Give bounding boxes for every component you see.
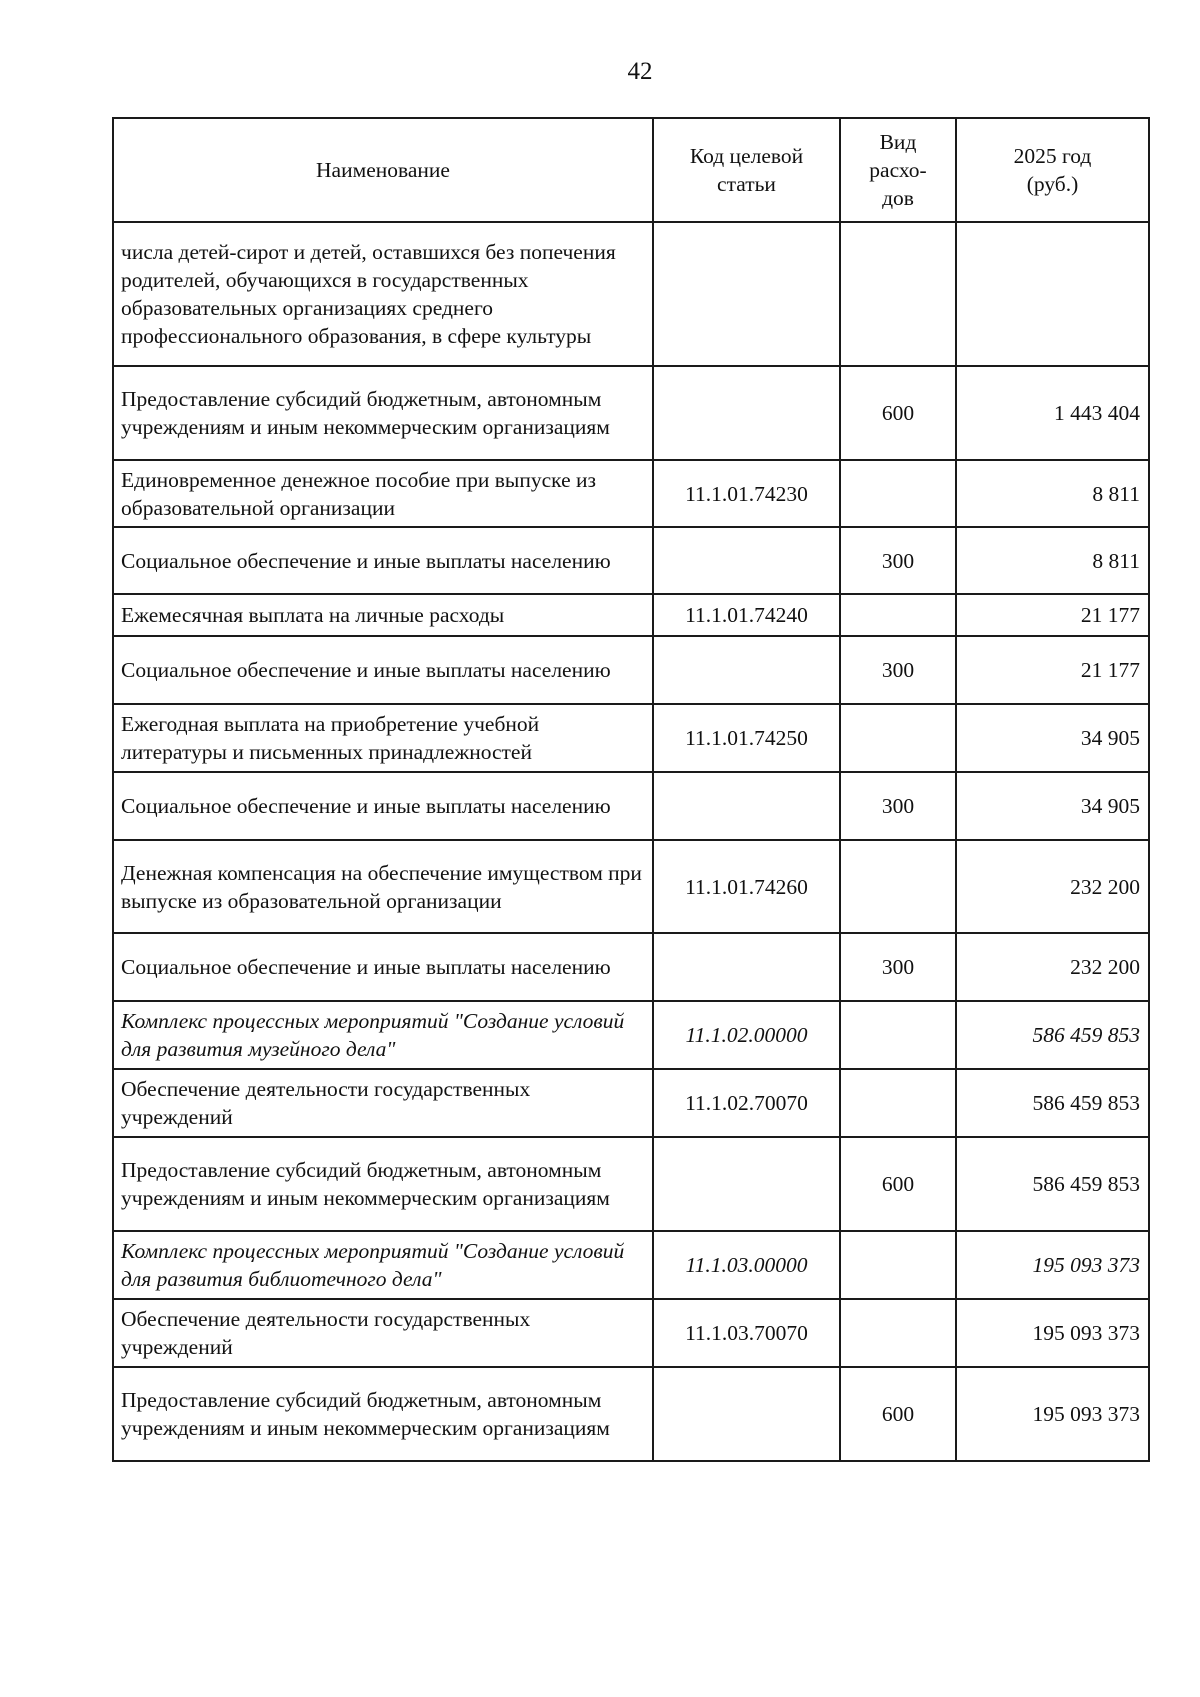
row-code-cell: 11.1.01.74240 — [653, 594, 840, 636]
row-code-cell: 11.1.03.70070 — [653, 1299, 840, 1367]
row-type-cell — [840, 840, 956, 933]
row-type-cell — [840, 1299, 956, 1367]
header-amount-line2: (руб.) — [1026, 172, 1079, 196]
row-code-cell: 11.1.02.00000 — [653, 1001, 840, 1069]
row-type-cell: 300 — [840, 636, 956, 704]
row-type-cell — [840, 1069, 956, 1137]
header-code — [653, 118, 840, 222]
table-row — [113, 222, 1149, 366]
row-code-cell: 11.1.02.70070 — [653, 1069, 840, 1137]
row-name-cell: Единовременное денежное пособие при выпуске из образовательной организации — [113, 460, 653, 527]
row-amount-cell: 8 811 — [956, 460, 1149, 527]
row-code-cell — [653, 636, 840, 704]
row-amount-cell — [956, 222, 1149, 366]
row-type-cell: 600 — [840, 366, 956, 460]
row-amount-cell: 1 443 404 — [956, 366, 1149, 460]
row-code-cell — [653, 933, 840, 1001]
row-amount-cell: 232 200 — [956, 840, 1149, 933]
table-row — [113, 1367, 1149, 1461]
row-name-cell: Обеспечение деятельности государственных учреждений — [113, 1069, 653, 1137]
row-type-cell: 300 — [840, 933, 956, 1001]
row-code-cell — [653, 1367, 840, 1461]
table-row — [113, 366, 1149, 460]
budget-table — [112, 117, 1150, 1462]
row-amount-cell: 21 177 — [956, 594, 1149, 636]
row-name-cell: Социальное обеспечение и иные выплаты населению — [113, 933, 653, 1001]
header-name — [113, 118, 653, 222]
table-row — [113, 772, 1149, 840]
row-amount-cell: 195 093 373 — [956, 1299, 1149, 1367]
header-code-line2: статьи — [717, 172, 776, 196]
row-code-cell — [653, 222, 840, 366]
row-name-cell: Денежная компенсация на обеспечение имуществом при выпуске из образовательной организации — [113, 840, 653, 933]
row-type-cell: 600 — [840, 1367, 956, 1461]
table-row — [113, 1137, 1149, 1231]
header-type — [840, 118, 956, 222]
header-type-line3: дов — [882, 186, 914, 210]
page-number: 42 — [627, 58, 653, 85]
row-amount-cell: 21 177 — [956, 636, 1149, 704]
row-name-cell: Ежемесячная выплата на личные расходы — [113, 594, 653, 636]
header-amount-line1: 2025 год — [1013, 144, 1092, 168]
row-name-cell: Ежегодная выплата на приобретение учебной литературы и письменных принадлежностей — [113, 704, 653, 772]
row-code-cell — [653, 527, 840, 594]
table-row — [113, 1299, 1149, 1367]
row-name-cell: Предоставление субсидий бюджетным, автономным учреждениям и иным некоммерческим организациям — [113, 1137, 653, 1231]
row-code-cell — [653, 366, 840, 460]
row-amount-cell: 195 093 373 — [956, 1367, 1149, 1461]
row-name-cell: числа детей-сирот и детей, оставшихся без попечения родителей, обучающихся в государственных образовательных организациях среднего профессионального образования, в сфере культуры — [113, 222, 653, 366]
row-amount-cell: 195 093 373 — [956, 1231, 1149, 1299]
row-name-cell: Обеспечение деятельности государственных учреждений — [113, 1299, 653, 1367]
table-row — [113, 840, 1149, 933]
row-type-cell — [840, 460, 956, 527]
row-type-cell — [840, 222, 956, 366]
row-name-cell: Социальное обеспечение и иные выплаты населению — [113, 636, 653, 704]
row-code-cell — [653, 772, 840, 840]
table-row — [113, 1001, 1149, 1069]
row-amount-cell: 586 459 853 — [956, 1137, 1149, 1231]
header-type-line1: Вид — [879, 130, 917, 154]
table-row — [113, 527, 1149, 594]
table-row — [113, 1231, 1149, 1299]
row-type-cell — [840, 1001, 956, 1069]
row-code-cell — [653, 1137, 840, 1231]
row-amount-cell: 34 905 — [956, 704, 1149, 772]
row-amount-cell: 586 459 853 — [956, 1069, 1149, 1137]
row-name-cell: Социальное обеспечение и иные выплаты населению — [113, 772, 653, 840]
table-row — [113, 933, 1149, 1001]
header-name-label: Наименование — [316, 158, 450, 182]
row-type-cell — [840, 594, 956, 636]
row-type-cell: 300 — [840, 527, 956, 594]
row-code-cell: 11.1.01.74230 — [653, 460, 840, 527]
row-amount-cell: 34 905 — [956, 772, 1149, 840]
row-name-cell: Предоставление субсидий бюджетным, автономным учреждениям и иным некоммерческим организациям — [113, 366, 653, 460]
header-type-line2: расхо- — [869, 158, 927, 182]
table-row — [113, 636, 1149, 704]
header-code-line1: Код целевой — [689, 144, 804, 168]
row-code-cell: 11.1.01.74250 — [653, 704, 840, 772]
row-code-cell: 11.1.03.00000 — [653, 1231, 840, 1299]
header-amount — [956, 118, 1149, 222]
row-type-cell: 600 — [840, 1137, 956, 1231]
row-type-cell — [840, 1231, 956, 1299]
table-row — [113, 1069, 1149, 1137]
table-row — [113, 460, 1149, 527]
row-name-cell: Социальное обеспечение и иные выплаты населению — [113, 527, 653, 594]
row-name-cell: Комплекс процессных мероприятий "Создание условий для развития библиотечного дела" — [113, 1231, 653, 1299]
row-amount-cell: 586 459 853 — [956, 1001, 1149, 1069]
row-amount-cell: 232 200 — [956, 933, 1149, 1001]
row-type-cell: 300 — [840, 772, 956, 840]
row-type-cell — [840, 704, 956, 772]
table-row — [113, 704, 1149, 772]
row-amount-cell: 8 811 — [956, 527, 1149, 594]
row-code-cell: 11.1.01.74260 — [653, 840, 840, 933]
table-header-row — [113, 118, 1149, 222]
table-body — [113, 222, 1149, 1461]
row-name-cell: Предоставление субсидий бюджетным, автономным учреждениям и иным некоммерческим организациям — [113, 1367, 653, 1461]
row-name-cell: Комплекс процессных мероприятий "Создание условий для развития музейного дела" — [113, 1001, 653, 1069]
table-row — [113, 594, 1149, 636]
